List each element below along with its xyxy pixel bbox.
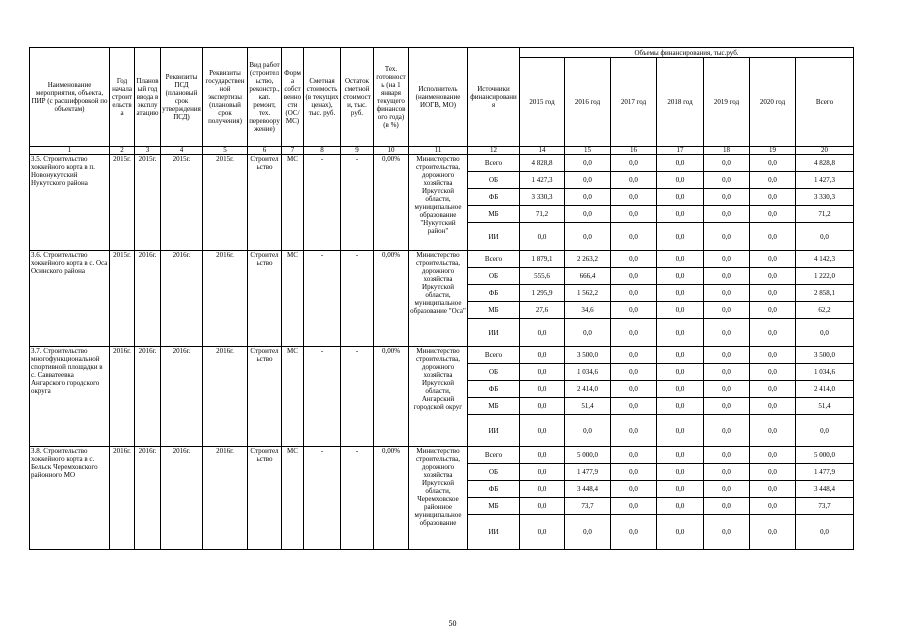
total-value: 0,0 <box>796 223 854 251</box>
financing-table-sheet <box>29 47 853 550</box>
year-value: 0,0 <box>565 415 611 447</box>
column-number: 14 <box>520 147 565 155</box>
start-year: 2015г. <box>110 155 135 251</box>
psd-date: 2016г. <box>161 447 203 550</box>
year-value: 0,0 <box>520 447 565 464</box>
year-value: 0,0 <box>611 155 657 172</box>
funding-source: ФБ <box>468 481 520 498</box>
year-value: 0,0 <box>611 172 657 189</box>
funding-source: ИИ <box>468 415 520 447</box>
funding-source: ИИ <box>468 515 520 550</box>
year-value: 0,0 <box>520 381 565 398</box>
readiness: 0,00% <box>374 251 409 347</box>
header-estimated-cost: Сметная стоимость (в текущих ценах), тыс. руб. <box>304 48 341 147</box>
year-value: 0,0 <box>565 223 611 251</box>
year-value: 0,0 <box>750 206 796 223</box>
header-year-2020: 2020 год <box>750 58 796 147</box>
year-value: 0,0 <box>657 364 704 381</box>
year-value: 0,0 <box>657 319 704 347</box>
object-name: 3.6. Строительство хоккейного корта в с. Оса Осинского района <box>30 251 110 347</box>
year-value: 0,0 <box>657 285 704 302</box>
expertise-date: 2015г. <box>203 155 248 251</box>
year-value: 666,4 <box>565 268 611 285</box>
year-value: 0,0 <box>704 206 750 223</box>
column-number: 18 <box>704 147 750 155</box>
year-value: 0,0 <box>704 498 750 515</box>
year-value: 0,0 <box>704 515 750 550</box>
year-value: 0,0 <box>520 515 565 550</box>
funding-source: Всего <box>468 251 520 268</box>
executor: Министерство строительства, дорожного хозяйства Иркутской области, Черемховское районное муниципальное образование <box>409 447 468 550</box>
year-value: 0,0 <box>704 189 750 206</box>
year-value: 1 295,9 <box>520 285 565 302</box>
year-value: 27,6 <box>520 302 565 319</box>
ownership: МС <box>282 155 304 251</box>
year-value: 0,0 <box>657 206 704 223</box>
year-value: 0,0 <box>657 268 704 285</box>
executor: Министерство строительства, дорожного хозяйства Иркутской области, муниципальное образование "Нукутский район" <box>409 155 468 251</box>
funding-source: ИИ <box>468 319 520 347</box>
year-value: 0,0 <box>611 251 657 268</box>
year-value: 555,6 <box>520 268 565 285</box>
executor: Министерство строительства, дорожного хозяйства Иркутской области, муниципальное образование "Оса" <box>409 251 468 347</box>
total-value: 0,0 <box>796 415 854 447</box>
work-type: Строительство <box>248 155 282 251</box>
psd-date: 2016г. <box>161 251 203 347</box>
funding-source: Всего <box>468 155 520 172</box>
year-value: 0,0 <box>611 447 657 464</box>
year-value: 0,0 <box>611 206 657 223</box>
column-number: 16 <box>611 147 657 155</box>
header-start-year: Год начала строительства <box>110 48 135 147</box>
funding-source: ИИ <box>468 223 520 251</box>
start-year: 2016г. <box>110 447 135 550</box>
year-value: 0,0 <box>565 515 611 550</box>
total-value: 4 142,3 <box>796 251 854 268</box>
year-value: 1 562,2 <box>565 285 611 302</box>
year-value: 0,0 <box>704 319 750 347</box>
year-value: 0,0 <box>520 364 565 381</box>
header-ownership: Форма собственности (ОС/МС) <box>282 48 304 147</box>
funding-source: ОБ <box>468 364 520 381</box>
readiness: 0,00% <box>374 347 409 447</box>
funding-source: Всего <box>468 447 520 464</box>
total-value: 5 000,0 <box>796 447 854 464</box>
year-value: 0,0 <box>704 251 750 268</box>
commission-year: 2015г. <box>135 155 161 251</box>
object-name: 3.8. Строительство хоккейного корта в с. Бельск Черемховского районного МО <box>30 447 110 550</box>
remaining-cost: - <box>341 447 374 550</box>
year-value: 0,0 <box>750 285 796 302</box>
year-value: 0,0 <box>611 189 657 206</box>
funding-source: МБ <box>468 398 520 415</box>
total-value: 0,0 <box>796 515 854 550</box>
total-value: 3 330,3 <box>796 189 854 206</box>
column-number: 7 <box>282 147 304 155</box>
year-value: 71,2 <box>520 206 565 223</box>
year-value: 0,0 <box>657 172 704 189</box>
year-value: 0,0 <box>657 381 704 398</box>
work-type: Строительство <box>248 347 282 447</box>
column-number: 17 <box>657 147 704 155</box>
year-value: 0,0 <box>704 347 750 364</box>
year-value: 0,0 <box>565 155 611 172</box>
year-value: 73,7 <box>565 498 611 515</box>
column-number: 3 <box>135 147 161 155</box>
total-value: 2 414,0 <box>796 381 854 398</box>
commission-year: 2016г. <box>135 447 161 550</box>
year-value: 0,0 <box>565 172 611 189</box>
year-value: 0,0 <box>520 398 565 415</box>
total-value: 0,0 <box>796 319 854 347</box>
year-value: 0,0 <box>704 364 750 381</box>
column-number: 12 <box>468 147 520 155</box>
column-number: 1 <box>30 147 110 155</box>
column-number: 2 <box>110 147 135 155</box>
year-value: 0,0 <box>750 447 796 464</box>
year-value: 0,0 <box>611 498 657 515</box>
year-value: 1 034,6 <box>565 364 611 381</box>
year-value: 0,0 <box>750 364 796 381</box>
total-value: 1 477,9 <box>796 464 854 481</box>
year-value: 0,0 <box>611 381 657 398</box>
year-value: 0,0 <box>520 223 565 251</box>
funding-source: МБ <box>468 302 520 319</box>
year-value: 0,0 <box>750 515 796 550</box>
year-value: 0,0 <box>704 381 750 398</box>
table-row <box>30 447 854 464</box>
year-value: 2 263,2 <box>565 251 611 268</box>
year-value: 0,0 <box>657 415 704 447</box>
object-name: 3.7. Строительство многофункциональной спортивной площадки в с. Савватеевка Ангарского городского округа <box>30 347 110 447</box>
year-value: 4 828,8 <box>520 155 565 172</box>
column-numbers-row <box>30 147 854 155</box>
funding-source: МБ <box>468 206 520 223</box>
year-value: 0,0 <box>611 515 657 550</box>
remaining-cost: - <box>341 251 374 347</box>
column-number: 6 <box>248 147 282 155</box>
year-value: 0,0 <box>704 398 750 415</box>
year-value: 1 879,1 <box>520 251 565 268</box>
year-value: 0,0 <box>750 347 796 364</box>
year-value: 0,0 <box>750 302 796 319</box>
total-value: 1 427,3 <box>796 172 854 189</box>
header-name: Наименование мероприятия, объекта, ПИР (с расшифровкой по объектам) <box>30 48 110 147</box>
year-value: 0,0 <box>704 481 750 498</box>
year-value: 0,0 <box>520 498 565 515</box>
header-year-2015: 2015 год <box>520 58 565 147</box>
year-value: 0,0 <box>704 415 750 447</box>
header-year-2017: 2017 год <box>611 58 657 147</box>
year-value: 0,0 <box>657 347 704 364</box>
estimated-cost: - <box>304 347 341 447</box>
readiness: 0,00% <box>374 447 409 550</box>
start-year: 2015г. <box>110 251 135 347</box>
funding-source: ОБ <box>468 268 520 285</box>
year-value: 0,0 <box>611 319 657 347</box>
ownership: МС <box>282 447 304 550</box>
header-executor: Исполнитель (наименование ИОГВ, МО) <box>409 48 468 147</box>
total-value: 3 448,4 <box>796 481 854 498</box>
funding-source: Всего <box>468 347 520 364</box>
year-value: 0,0 <box>657 302 704 319</box>
expertise-date: 2016г. <box>203 347 248 447</box>
year-value: 0,0 <box>611 347 657 364</box>
year-value: 0,0 <box>611 285 657 302</box>
year-value: 2 414,0 <box>565 381 611 398</box>
year-value: 0,0 <box>611 481 657 498</box>
year-value: 0,0 <box>520 347 565 364</box>
object-name: 3.5. Строительство хоккейного корта в п. Новонукутский Нукутского района <box>30 155 110 251</box>
year-value: 0,0 <box>657 223 704 251</box>
header-financing-title: Объемы финансирования, тыс.руб. <box>520 48 854 58</box>
financing-table <box>29 47 854 550</box>
header-expertise: Реквизиты государственной экспертизы (плановый срок получения) <box>203 48 248 147</box>
year-value: 0,0 <box>611 415 657 447</box>
work-type: Строительство <box>248 447 282 550</box>
year-value: 0,0 <box>704 464 750 481</box>
year-value: 0,0 <box>704 447 750 464</box>
remaining-cost: - <box>341 347 374 447</box>
page-number: 50 <box>448 619 457 628</box>
total-value: 62,2 <box>796 302 854 319</box>
year-value: 0,0 <box>704 223 750 251</box>
total-value: 1 222,0 <box>796 268 854 285</box>
year-value: 0,0 <box>611 464 657 481</box>
year-value: 0,0 <box>750 398 796 415</box>
table-row <box>30 155 854 172</box>
year-value: 34,6 <box>565 302 611 319</box>
year-value: 0,0 <box>750 498 796 515</box>
psd-date: 2016г. <box>161 347 203 447</box>
estimated-cost: - <box>304 155 341 251</box>
column-number: 10 <box>374 147 409 155</box>
year-value: 3 448,4 <box>565 481 611 498</box>
column-number: 19 <box>750 147 796 155</box>
year-value: 0,0 <box>565 189 611 206</box>
year-value: 3 330,3 <box>520 189 565 206</box>
header-total: Всего <box>796 58 854 147</box>
commission-year: 2016г. <box>135 251 161 347</box>
table-row <box>30 347 854 364</box>
funding-source: ОБ <box>468 172 520 189</box>
year-value: 0,0 <box>657 515 704 550</box>
year-value: 0,0 <box>520 464 565 481</box>
header-work-type: Вид работ (строительство, реконстр., кап. ремонт, тех. перевооружение) <box>248 48 282 147</box>
ownership: МС <box>282 347 304 447</box>
psd-date: 2015г. <box>161 155 203 251</box>
header-year-2019: 2019 год <box>704 58 750 147</box>
year-value: 1 477,9 <box>565 464 611 481</box>
year-value: 0,0 <box>750 381 796 398</box>
year-value: 0,0 <box>657 464 704 481</box>
expertise-date: 2016г. <box>203 251 248 347</box>
funding-source: ФБ <box>468 381 520 398</box>
column-number: 9 <box>341 147 374 155</box>
year-value: 0,0 <box>611 364 657 381</box>
year-value: 0,0 <box>657 498 704 515</box>
funding-source: МБ <box>468 498 520 515</box>
estimated-cost: - <box>304 251 341 347</box>
year-value: 0,0 <box>750 189 796 206</box>
executor: Министерство строительства, дорожного хозяйства Иркутской области, Ангарский городской округ <box>409 347 468 447</box>
year-value: 0,0 <box>520 319 565 347</box>
total-value: 3 500,0 <box>796 347 854 364</box>
header-year-2016: 2016 год <box>565 58 611 147</box>
year-value: 0,0 <box>750 155 796 172</box>
column-number: 8 <box>304 147 341 155</box>
year-value: 0,0 <box>611 268 657 285</box>
year-value: 51,4 <box>565 398 611 415</box>
year-value: 0,0 <box>565 206 611 223</box>
header-psd: Реквизиты ПСД (плановый срок утверждения ПСД) <box>161 48 203 147</box>
total-value: 51,4 <box>796 398 854 415</box>
total-value: 2 858,1 <box>796 285 854 302</box>
year-value: 0,0 <box>750 464 796 481</box>
year-value: 0,0 <box>704 172 750 189</box>
year-value: 0,0 <box>657 251 704 268</box>
total-value: 4 828,8 <box>796 155 854 172</box>
table-body <box>30 147 854 550</box>
year-value: 0,0 <box>750 319 796 347</box>
year-value: 0,0 <box>611 302 657 319</box>
year-value: 0,0 <box>657 447 704 464</box>
column-number: 20 <box>796 147 854 155</box>
header-sources: Источники финансирования <box>468 48 520 147</box>
year-value: 0,0 <box>750 172 796 189</box>
header-commission-year: Плановый год ввода в эксплуатацию <box>135 48 161 147</box>
funding-source: ФБ <box>468 285 520 302</box>
year-value: 0,0 <box>750 223 796 251</box>
year-value: 0,0 <box>750 251 796 268</box>
table-row <box>30 251 854 268</box>
commission-year: 2016г. <box>135 347 161 447</box>
estimated-cost: - <box>304 447 341 550</box>
year-value: 0,0 <box>750 481 796 498</box>
total-value: 1 034,6 <box>796 364 854 381</box>
expertise-date: 2016г. <box>203 447 248 550</box>
header-readiness: Тех. готовность (на 1 января текущего финансового года) (в %) <box>374 48 409 147</box>
column-number: 4 <box>161 147 203 155</box>
year-value: 3 500,0 <box>565 347 611 364</box>
funding-source: ОБ <box>468 464 520 481</box>
year-value: 0,0 <box>704 302 750 319</box>
year-value: 0,0 <box>611 398 657 415</box>
ownership: МС <box>282 251 304 347</box>
year-value: 0,0 <box>657 189 704 206</box>
year-value: 0,0 <box>565 319 611 347</box>
year-value: 0,0 <box>657 398 704 415</box>
table-header <box>30 48 854 147</box>
column-number: 11 <box>409 147 468 155</box>
year-value: 0,0 <box>750 268 796 285</box>
funding-source: ФБ <box>468 189 520 206</box>
year-value: 0,0 <box>611 223 657 251</box>
year-value: 0,0 <box>750 415 796 447</box>
start-year: 2016г. <box>110 347 135 447</box>
readiness: 0,00% <box>374 155 409 251</box>
year-value: 5 000,0 <box>565 447 611 464</box>
column-number: 5 <box>203 147 248 155</box>
header-year-2018: 2018 год <box>657 58 704 147</box>
column-number: 15 <box>565 147 611 155</box>
total-value: 73,7 <box>796 498 854 515</box>
year-value: 0,0 <box>520 481 565 498</box>
year-value: 0,0 <box>704 285 750 302</box>
header-remaining-cost: Остаток сметной стоимости, тыс. руб. <box>341 48 374 147</box>
year-value: 0,0 <box>704 268 750 285</box>
remaining-cost: - <box>341 155 374 251</box>
year-value: 0,0 <box>657 155 704 172</box>
year-value: 0,0 <box>657 481 704 498</box>
year-value: 0,0 <box>704 155 750 172</box>
year-value: 0,0 <box>520 415 565 447</box>
year-value: 1 427,3 <box>520 172 565 189</box>
total-value: 71,2 <box>796 206 854 223</box>
work-type: Строительство <box>248 251 282 347</box>
